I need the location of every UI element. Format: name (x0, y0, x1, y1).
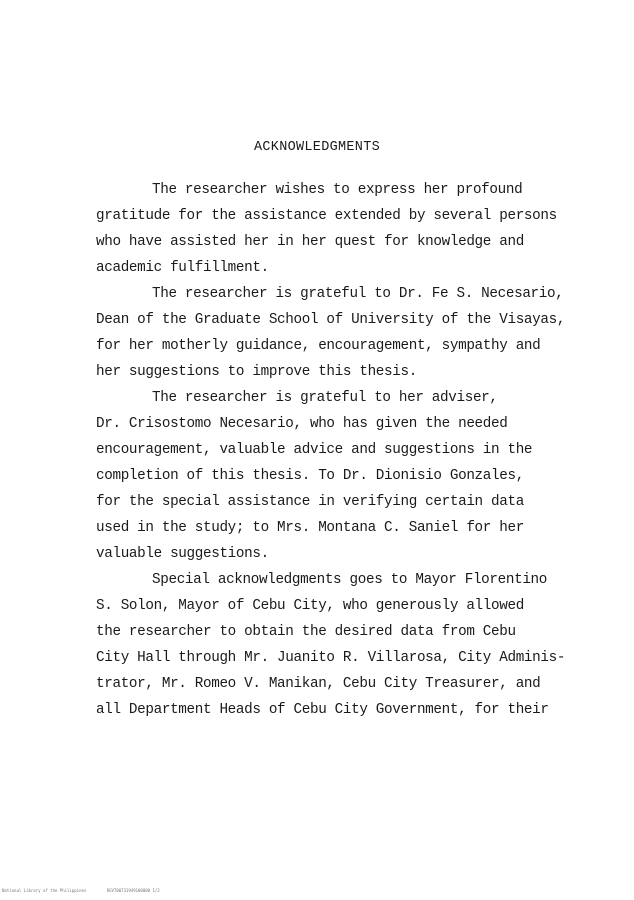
text-line: all Department Heads of Cebu City Government, for their (96, 702, 549, 718)
text-line: for her motherly guidance, encouragement, sympathy and (96, 338, 541, 354)
text-line: City Hall through Mr. Juanito R. Villarosa, City Adminis- (96, 650, 566, 666)
text-line: Special acknowledgments goes to Mayor Florentino (152, 572, 548, 588)
text-line: S. Solon, Mayor of Cebu City, who generously allowed (96, 598, 524, 614)
text-line: The researcher is grateful to Dr. Fe S. Necesario, (152, 286, 564, 302)
text-line: The researcher wishes to express her profound (152, 182, 523, 198)
text-line: gratitude for the assistance extended by several persons (96, 208, 557, 224)
page-title: ACKNOWLEDGMENTS (253, 140, 381, 155)
text-line: the researcher to obtain the desired data from Cebu (96, 624, 516, 640)
text-line: her suggestions to improve this thesis. (96, 364, 417, 380)
scan-footer (2, 888, 178, 893)
text-line: trator, Mr. Romeo V. Manikan, Cebu City Treasurer, and (96, 676, 541, 692)
text-line: The researcher is grateful to her adviser, (152, 390, 498, 406)
footer-id: RGVT00731949100000 1/2 (106, 888, 160, 893)
text-line: who have assisted her in her quest for knowledge and (96, 234, 524, 250)
text-line: completion of this thesis. To Dr. Dionisio Gonzales, (96, 468, 524, 484)
footer-source: National Library of the Philippines (2, 888, 87, 893)
text-line: academic fulfillment. (96, 260, 269, 276)
text-line: valuable suggestions. (96, 546, 269, 562)
text-line: for the special assistance in verifying certain data (96, 494, 524, 510)
text-line: encouragement, valuable advice and suggestions in the (96, 442, 533, 458)
text-line: Dr. Crisostomo Necesario, who has given the needed (96, 416, 508, 432)
text-line: used in the study; to Mrs. Montana C. Saniel for her (96, 520, 524, 536)
text-line: Dean of the Graduate School of University of the Visayas, (96, 312, 566, 328)
